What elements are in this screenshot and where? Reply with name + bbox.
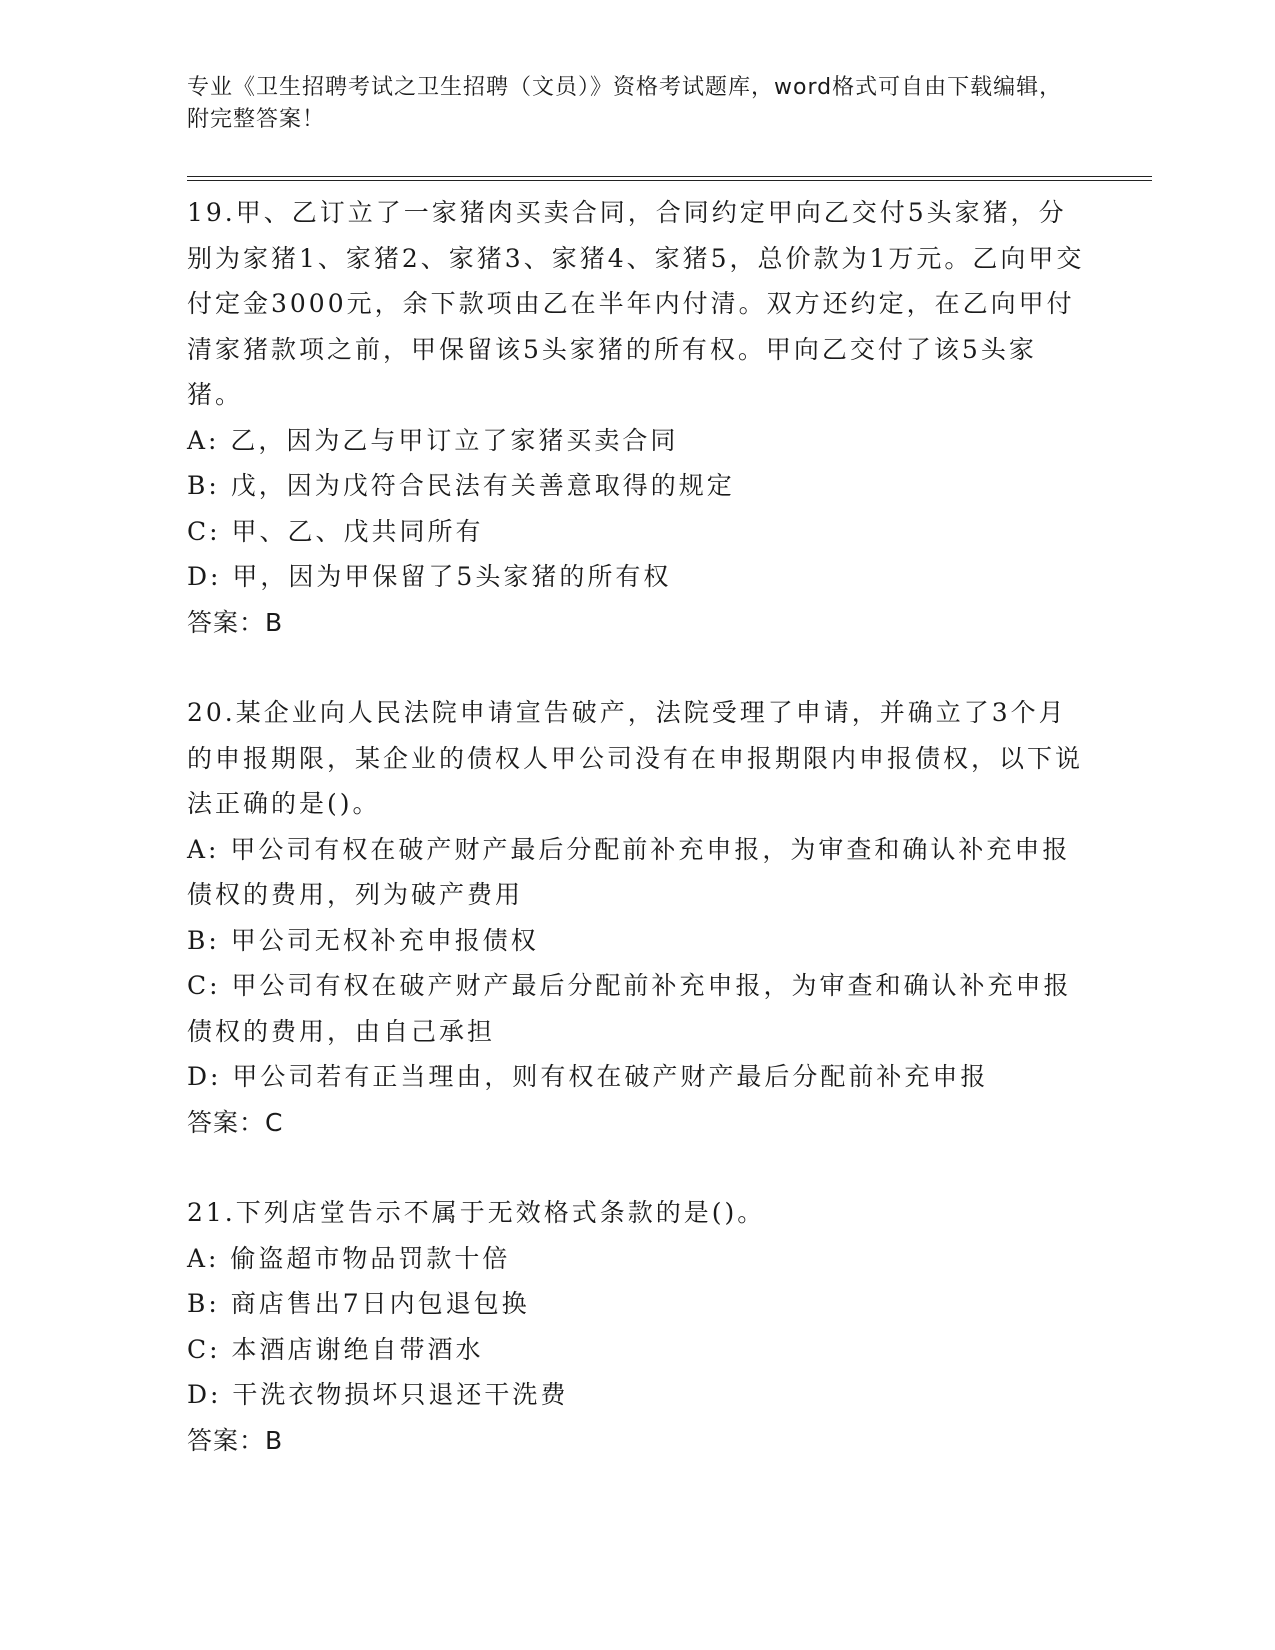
option-a: A: 甲公司有权在破产财产最后分配前补充申报，为审查和确认补充申报债权的费用，列为破产费用 [187,834,1071,909]
answer: 答案：B [187,607,284,637]
page-header: 专业《卫生招聘考试之卫生招聘（文员）》资格考试题库，word格式可自由下载编辑，附完整答案！ [187,75,1063,132]
option-d: D: 甲，因为甲保留了5头家猪的所有权 [187,562,672,591]
option-b: B: 戊，因为戊符合民法有关善意取得的规定 [187,471,735,500]
answer: 答案：B [187,1425,284,1455]
option-b: B: 商店售出7日内包退包换 [187,1289,530,1318]
option-d: D: 甲公司若有正当理由，则有权在破产财产最后分配前补充申报 [187,1062,989,1091]
question-19 [187,190,1087,645]
question-stem: 20.某企业向人民法院申请宣告破产，法院受理了申请，并确立了3个月的申报期限，某企业的债权人甲公司没有在申报期限内申报债权，以下说法正确的是()。 [187,698,1084,818]
option-b: B: 甲公司无权补充申报债权 [187,925,539,955]
question-20 [187,690,1087,1145]
question-21 [187,1190,1087,1463]
question-stem: 19.甲、乙订立了一家猪肉买卖合同，合同约定甲向乙交付5头家猪，分别为家猪1、家猪2、家猪3、家猪4、家猪5，总价款为1万元。乙向甲交付定金3000元，余下款项由乙在半年内付清。双方还约定，在乙向甲付清家猪款项之前，甲保留该5头家猪的所有权。甲向乙交付了该5头家猪。 [187,198,1085,409]
header-divider [187,176,1152,181]
question-stem: 21.下列店堂告示不属于无效格式条款的是()。 [187,1198,766,1227]
option-a: A: 偷盗超市物品罚款十倍 [187,1243,511,1273]
question-list [187,190,1087,1463]
option-d: D: 干洗衣物损坏只退还干洗费 [187,1380,569,1409]
answer: 答案：C [187,1107,284,1137]
option-a: A: 乙，因为乙与甲订立了家猪买卖合同 [187,425,679,455]
option-c: C: 甲公司有权在破产财产最后分配前补充申报，为审查和确认补充申报债权的费用，由自己承担 [187,971,1072,1046]
option-c: C: 本酒店谢绝自带酒水 [187,1334,484,1364]
option-c: C: 甲、乙、戊共同所有 [187,516,484,546]
